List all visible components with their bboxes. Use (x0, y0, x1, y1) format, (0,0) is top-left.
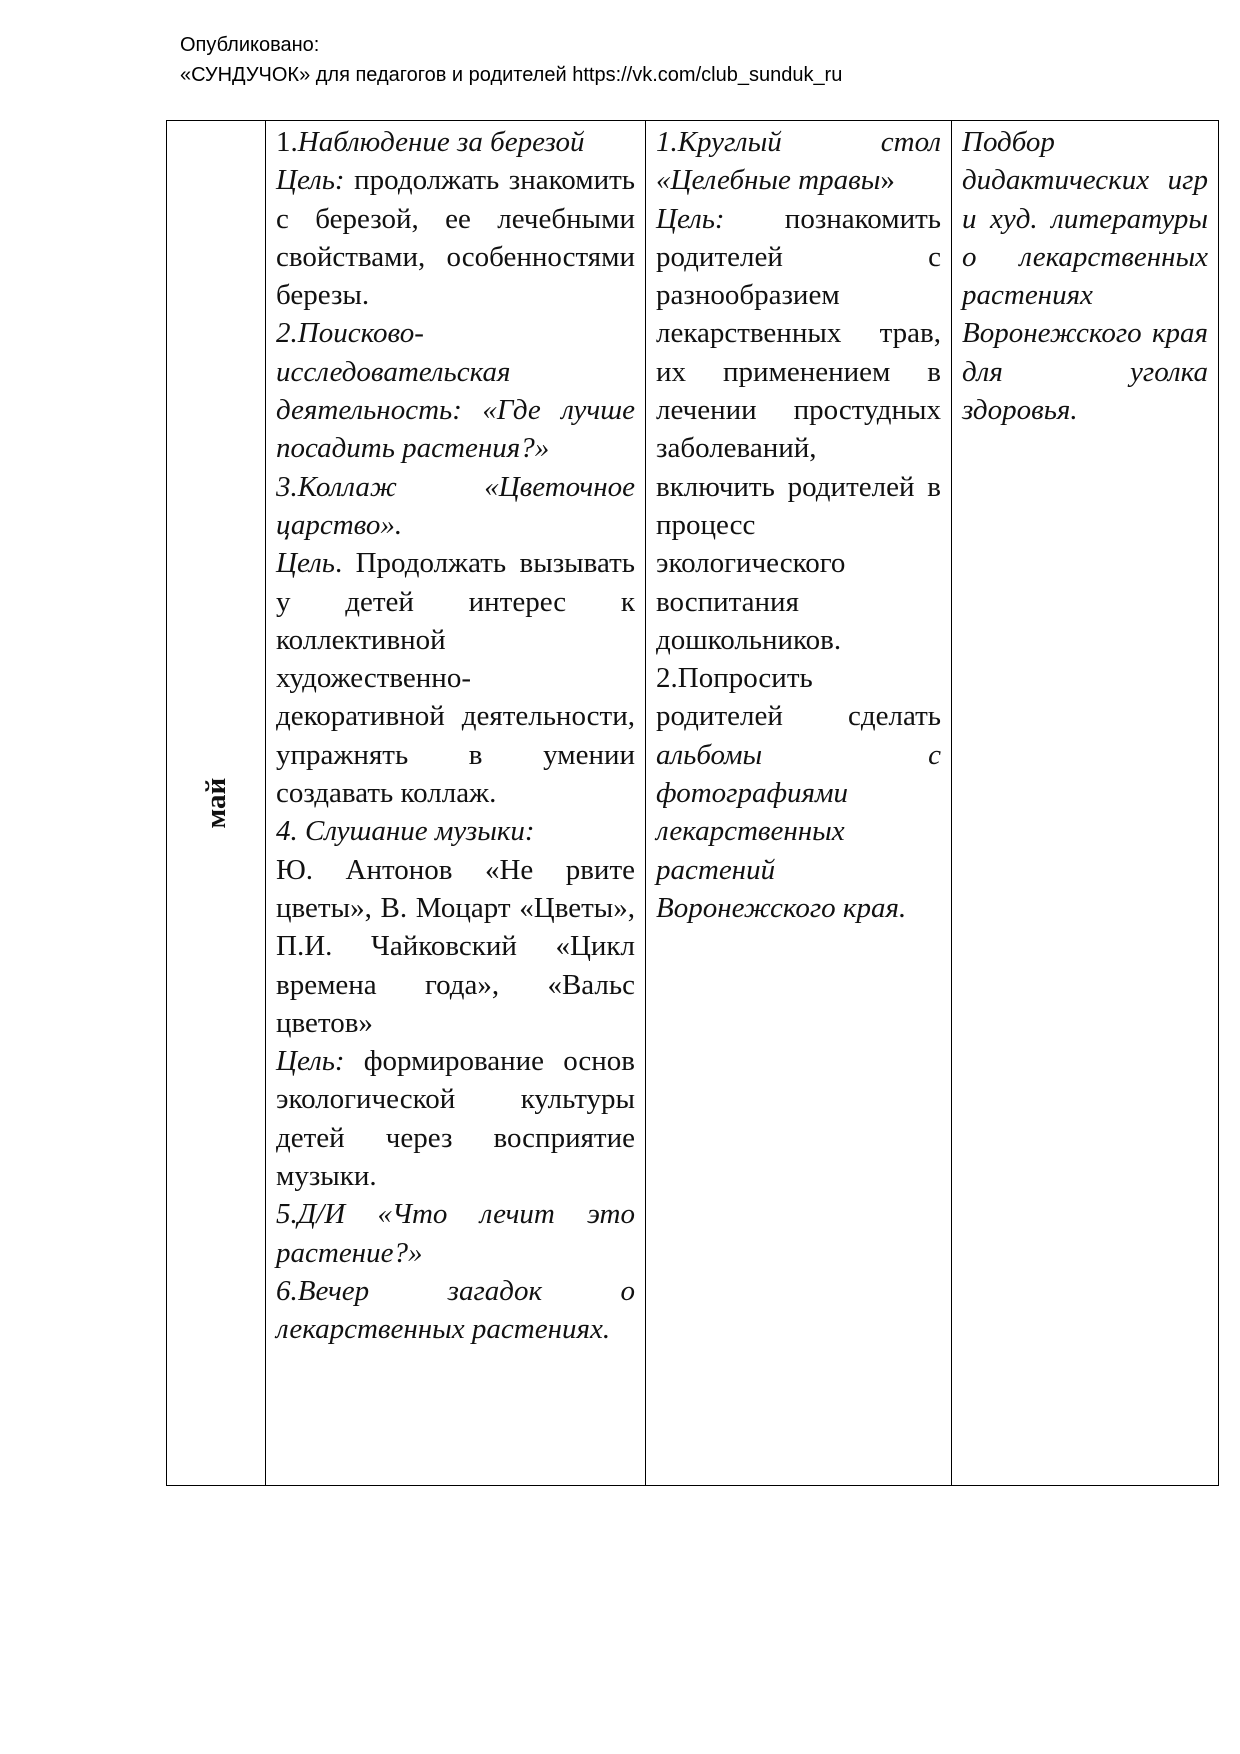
activity-1-title: Наблюдение за березой (297, 126, 585, 158)
parents-item-2-italic: альбомы с фотографиями лекарственных растений Воронежского края. (656, 738, 941, 924)
parents-item-1-goal-text: познакомить родителей с разнообразием лекарственных трав, их применением в лечении простудных заболеваний, включить родителей в процесс экологического воспитания дошкольников. (656, 202, 941, 656)
publication-header (180, 30, 842, 90)
activity-4-title: 4. Слушание музыки: (276, 815, 535, 848)
month-cell (167, 121, 266, 1486)
activity-4-goal-label: Цель: (276, 1045, 345, 1078)
activity-2: 2.Поисково-исследовательская деятельность: «Где лучше посадить растения?» (276, 317, 635, 465)
parents-item-1 (656, 123, 941, 659)
parents-item-1-quote: » (880, 164, 895, 197)
activity-4-goal-text: формирование основ экологической культуры детей через восприятие музыки. (276, 1045, 635, 1193)
activity-3-goal-text: . Продолжать вызывать у детей интерес к коллективной художественно-декоративной деятельности, упражнять в умении создавать коллаж. (276, 547, 635, 810)
environment-text: Подбор дидактических игр и худ. литературы о лекарственных растениях Воронежского края для уголка здоровья. (962, 126, 1208, 427)
parents-item-2 (656, 659, 941, 927)
activities-cell (266, 121, 646, 1486)
parents-item-2-text: 2.Попросить родителей сделать (656, 662, 941, 733)
activity-4 (276, 812, 635, 1195)
parents-item-1-goal-label: Цель: (656, 202, 725, 235)
parents-cell (646, 121, 952, 1486)
publisher-line: «СУНДУЧОК» для педагогов и родителей https://vk.com/club_sunduk_ru (180, 64, 843, 86)
month-label: май (199, 777, 232, 829)
environment-cell (952, 121, 1219, 1486)
table-row (167, 121, 1219, 1486)
activity-6: 6.Вечер загадок о лекарственных растениях. (276, 1274, 635, 1346)
activity-1-num: 1. (276, 126, 298, 158)
activity-3-goal-label: Цель (276, 547, 335, 580)
activity-1-goal-label: Цель: (276, 164, 345, 197)
parents-item-1-title: 1.Круглый стол «Целебные травы (656, 126, 941, 197)
activity-3-title: 3.Коллаж «Цветочное царство». (276, 470, 635, 541)
plan-table (166, 120, 1219, 1486)
activity-3 (276, 468, 635, 813)
activity-1 (276, 123, 635, 314)
activity-5: 5.Д/И «Что лечит это растение?» (276, 1198, 635, 1269)
published-label: Опубликовано: (180, 34, 320, 56)
activity-1-goal-text: продолжать знакомить с березой, ее лечебными свойствами, особенностями березы. (276, 164, 635, 312)
activity-4-text: Ю. Антонов «Не рвите цветы», В. Моцарт «Цветы», П.И. Чайковский «Цикл времена года», «Вальс цветов» (276, 853, 635, 1039)
